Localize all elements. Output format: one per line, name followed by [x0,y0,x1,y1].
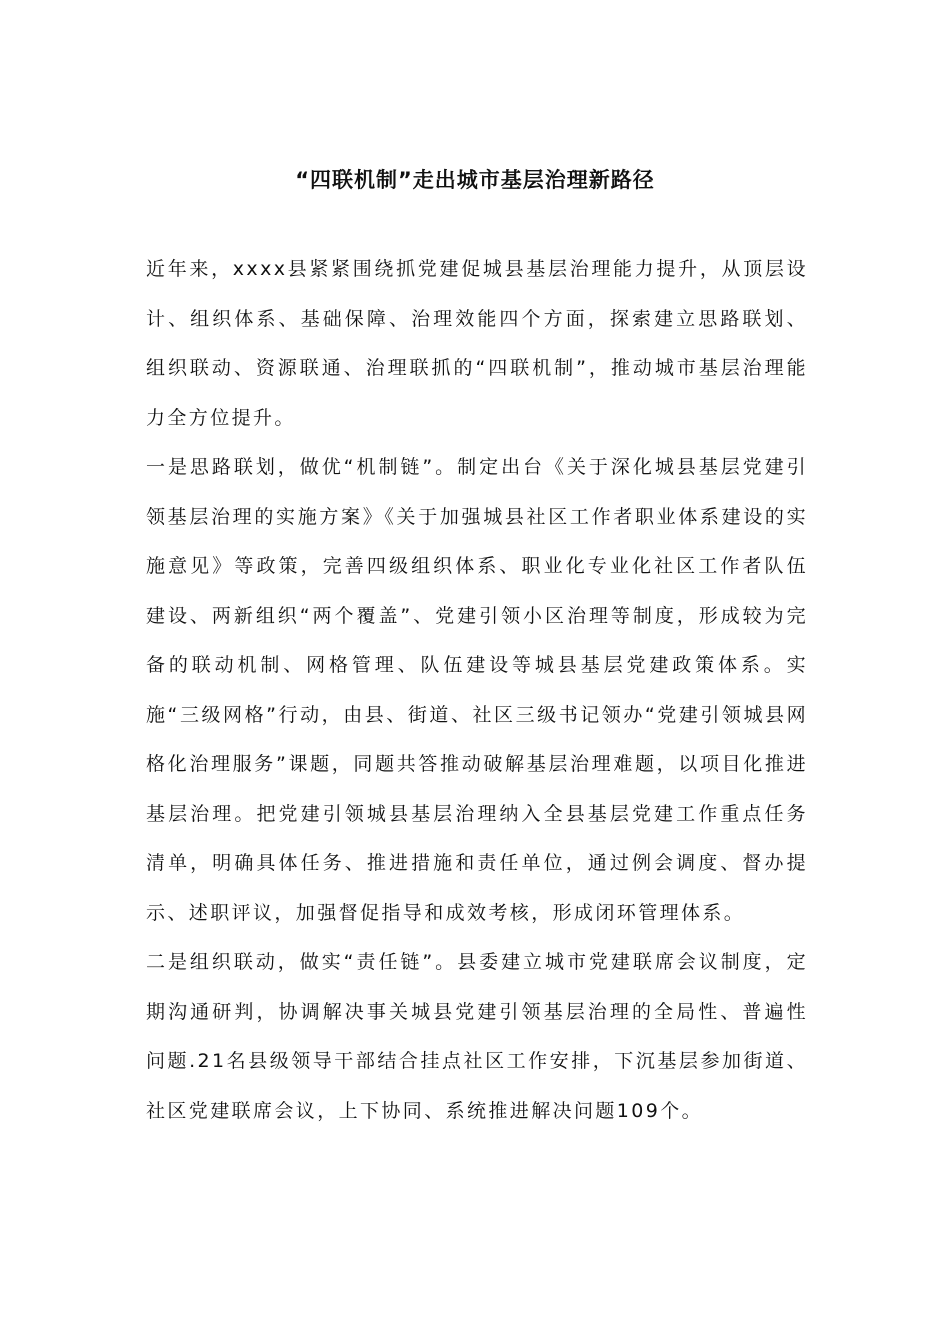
document-title: “四联机制”走出城市基层治理新路径 [295,168,655,192]
document-body [146,245,808,1136]
paragraph-section-one: 一是思路联划，做优“机制链”。制定出台《关于深化城县基层党建引领基层治理的实施方案》《关于加强城县社区工作者职业体系建设的实施意见》等政策，完善四级组织体系、职业化专业化社区工作者队伍建设、两新组织“两个覆盖”、党建引领小区治理等制度，形成较为完备的联动机制、网格管理、队伍建设等城县基层党建政策体系。实施“三级网格”行动，由县、街道、社区三级书记领办“党建引领城县网格化治理服务”课题，同题共答推动破解基层治理难题，以项目化推进基层治理。把党建引领城县基层治理纳入全县基层党建工作重点任务清单，明确具体任务、推进措施和责任单位，通过例会调度、督办提示、述职评议，加强督促指导和成效考核，形成闭环管理体系。 [146,456,808,924]
paragraph-intro: 近年来，xxxx县紧紧围绕抓党建促城县基层治理能力提升，从顶层设计、组织体系、基础保障、治理效能四个方面，探索建立思路联划、组织联动、资源联通、治理联抓的“四联机制”，推动城市基层治理能力全方位提升。 [146,258,808,429]
paragraph-section-two: 二是组织联动，做实“责任链”。县委建立城市党建联席会议制度，定期沟通研判，协调解决事关城县党建引领基层治理的全局性、普遍性问题.21名县级领导干部结合挂点社区工作安排，下沉基层参加街道、社区党建联席会议，上下协同、系统推进解决问题109个。 [146,951,808,1122]
